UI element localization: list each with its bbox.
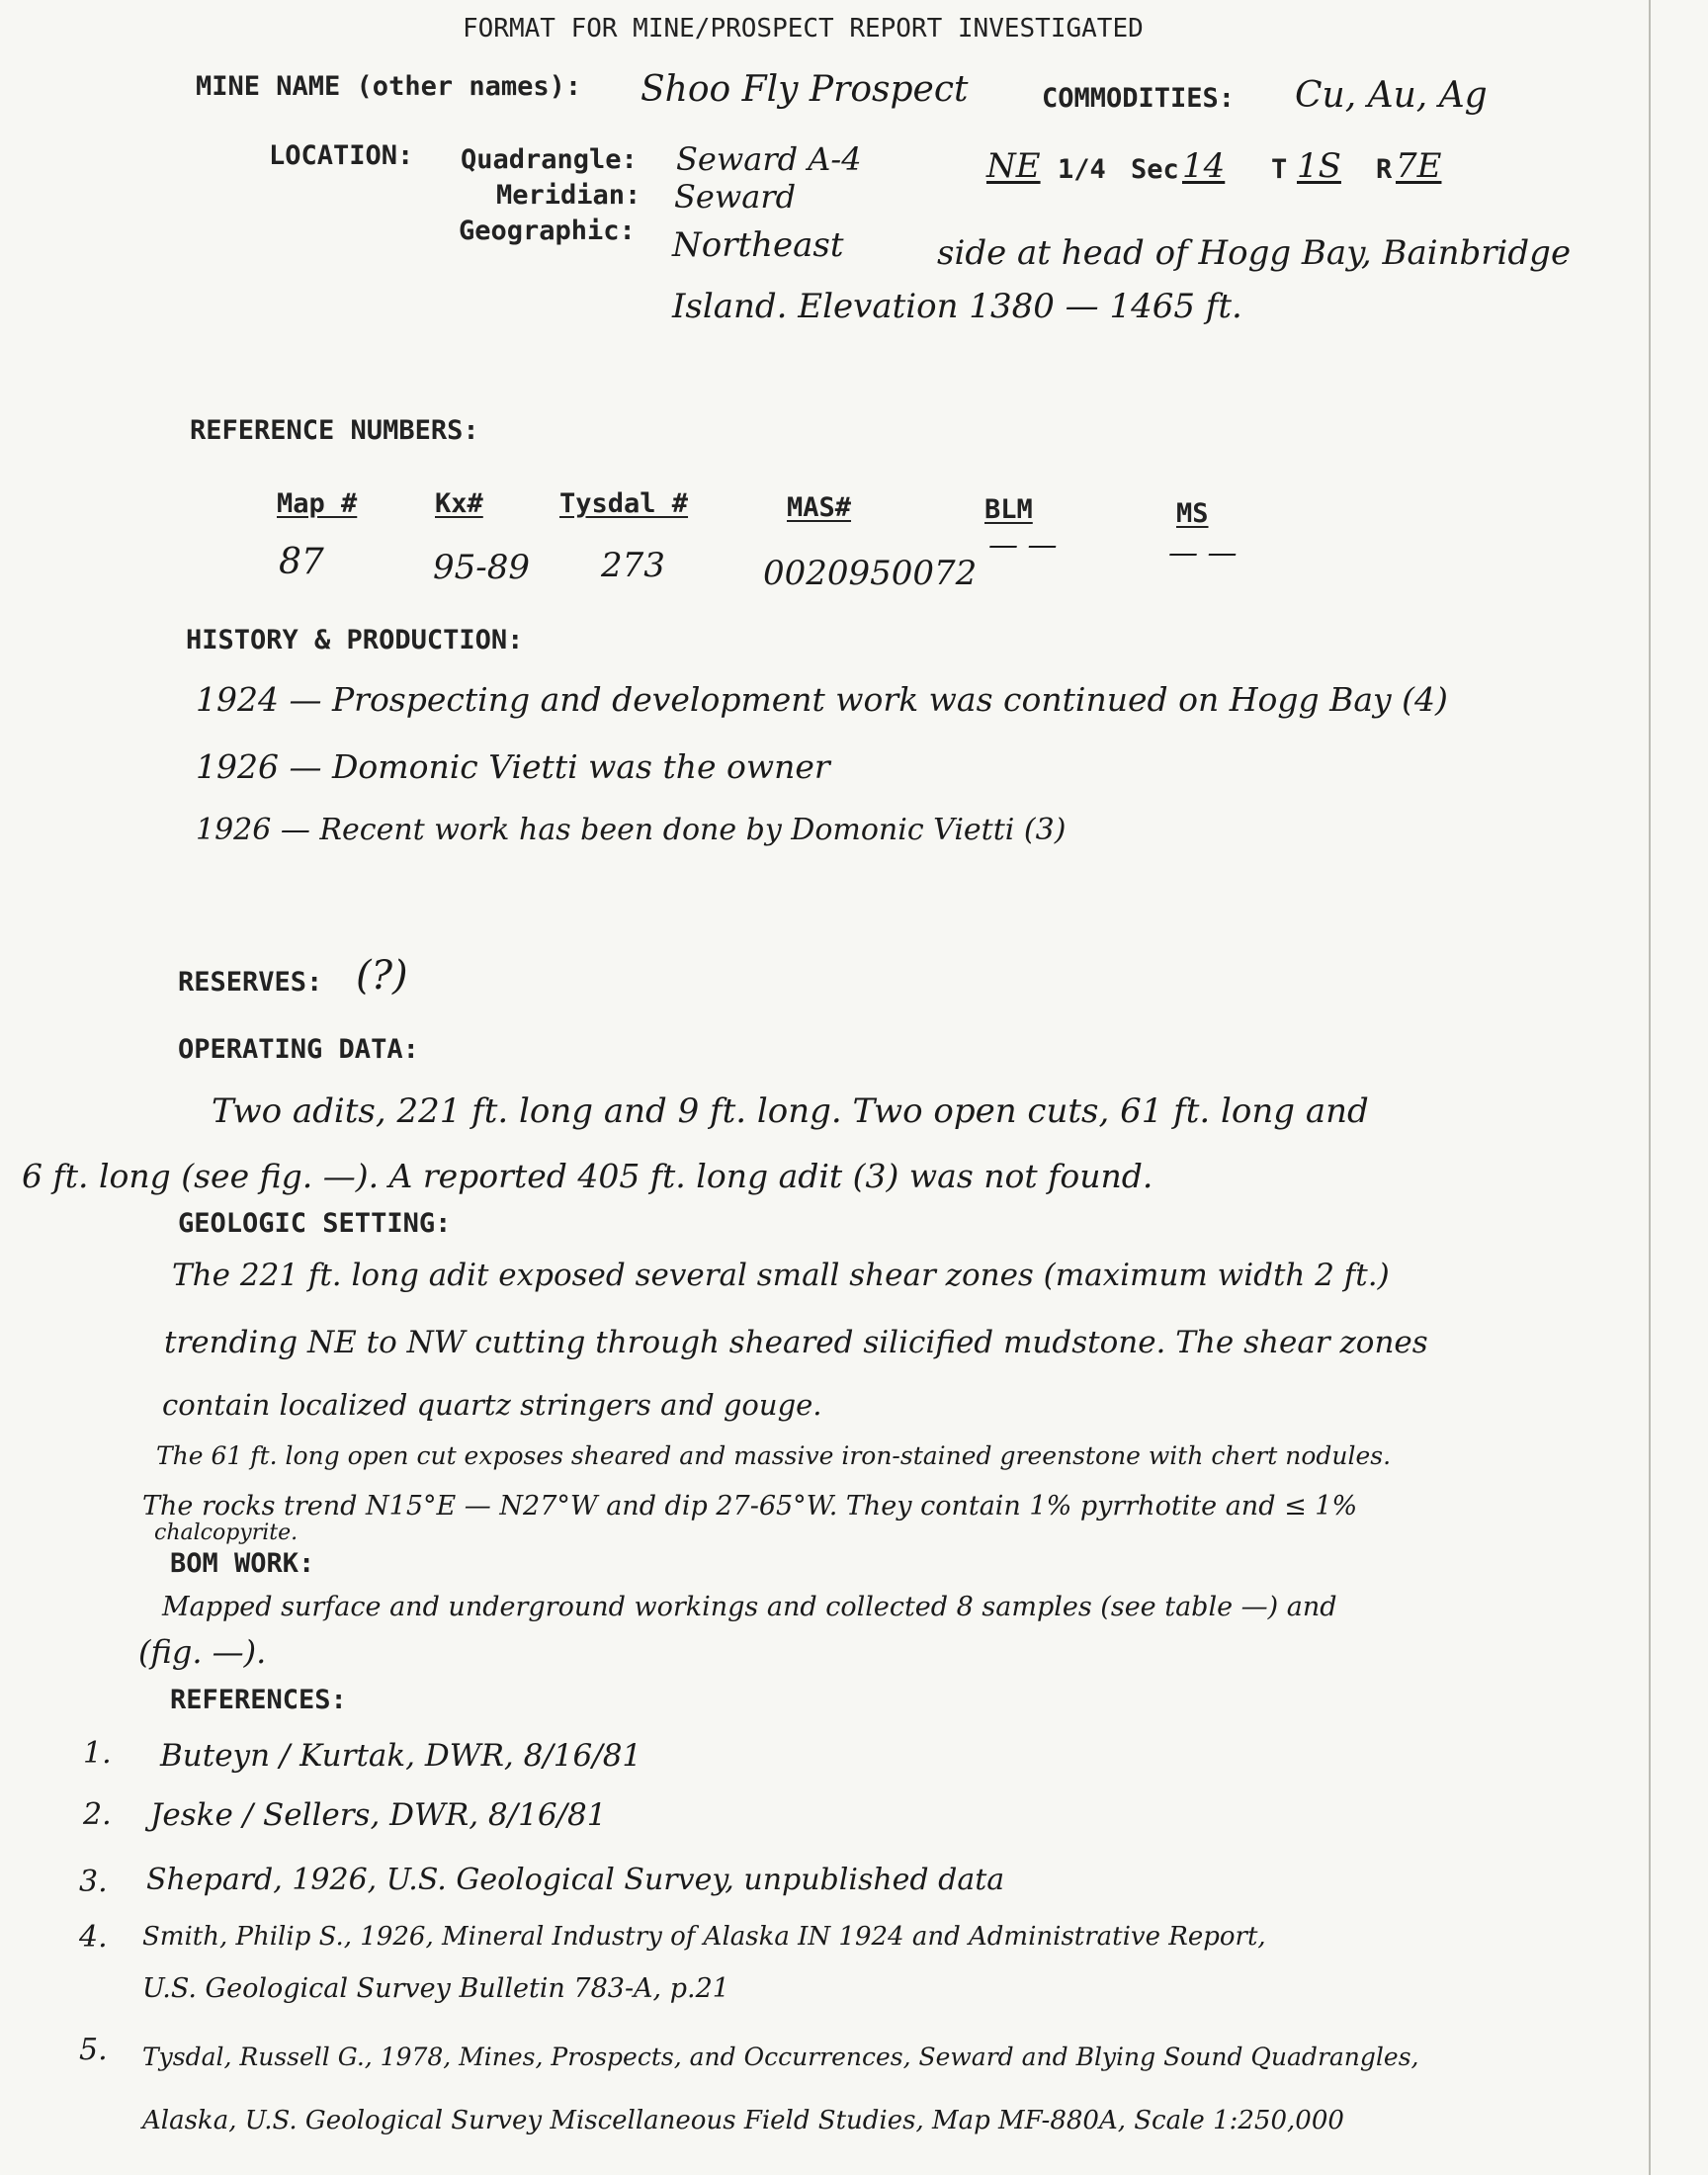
history-line-3: 1926 — Recent work has been done by Domonic Vietti (3) [196, 813, 1067, 847]
geologic-setting-label: GEOLOGIC SETTING: [178, 1208, 452, 1239]
reference-text-1: Buteyn / Kurtak, DWR, 8/16/81 [160, 1738, 642, 1774]
page-edge-line [1649, 0, 1651, 2175]
quarter-label: 1/4 [1058, 154, 1106, 185]
t-value: 1S [1297, 146, 1341, 186]
ref-value-map: 87 [279, 542, 324, 582]
report-title: FORMAT FOR MINE/PROSPECT REPORT INVESTIGATED [463, 14, 1144, 44]
quadrangle-label: Quadrangle: [461, 144, 638, 175]
history-line-1: 1924 — Prospecting and development work was continued on Hogg Bay (4) [196, 680, 1448, 719]
reference-numbers-label: REFERENCE NUMBERS: [190, 415, 479, 446]
operating-data-line-1: Two adits, 221 ft. long and 9 ft. long. Two open cuts, 61 ft. long and [212, 1091, 1369, 1131]
t-label: T [1271, 154, 1288, 185]
reference-num-4: 4. [79, 1920, 108, 1955]
history-label: HISTORY & PRODUCTION: [186, 625, 524, 655]
ref-header-kx: Kx# [435, 488, 483, 519]
reference-num-2: 2. [83, 1797, 112, 1832]
quadrangle-value: Seward A-4 [676, 140, 862, 178]
reference-num-3: 3. [79, 1865, 108, 1899]
geologic-line-3: contain localized quartz stringers and gouge. [162, 1388, 822, 1422]
bom-work-label: BOM WORK: [170, 1548, 315, 1579]
sec-label: Sec [1131, 154, 1179, 185]
ref-value-ms: — — [1168, 536, 1238, 570]
ref-header-ms: MS [1176, 498, 1209, 529]
commodities-value: Cu, Au, Ag [1295, 75, 1488, 116]
ref-header-mas: MAS# [787, 492, 852, 523]
reserves-value: (?) [356, 953, 408, 999]
quarter-value: NE [986, 146, 1041, 186]
ref-value-tysdal: 273 [601, 546, 665, 585]
geologic-line-6: chalcopyrite. [154, 1521, 299, 1545]
bom-work-line-1: Mapped surface and underground workings and collected 8 samples (see table —) and [162, 1592, 1337, 1622]
reference-text-5: Tysdal, Russell G., 1978, Mines, Prospects, and Occurrences, Seward and Blying Sound Quadrangles, [142, 2043, 1419, 2071]
geographic-line1b: side at head of Hogg Bay, Bainbridge [937, 233, 1572, 273]
geographic-line2: Island. Elevation 1380 — 1465 ft. [672, 287, 1242, 326]
meridian-label: Meridian: [496, 180, 641, 211]
geologic-line-5: The rocks trend N15°E — N27°W and dip 27-65°W. They contain 1% pyrrhotite and ≤ 1% [142, 1491, 1358, 1522]
operating-data-label: OPERATING DATA: [178, 1034, 419, 1065]
reference-text-4-cont: U.S. Geological Survey Bulletin 783-A, p.21 [142, 1973, 729, 2004]
reference-num-5: 5. [79, 2033, 108, 2067]
geologic-line-4: The 61 ft. long open cut exposes sheared and massive iron-stained greenstone with chert nodules. [156, 1441, 1392, 1470]
geologic-line-1: The 221 ft. long adit exposed several small shear zones (maximum width 2 ft.) [172, 1258, 1390, 1293]
geographic-line1a: Northeast [672, 225, 844, 265]
commodities-label: COMMODITIES: [1042, 83, 1236, 114]
ref-header-tysdal: Tysdal # [559, 488, 689, 519]
geologic-line-2: trending NE to NW cutting through sheared silicified mudstone. The shear zones [164, 1325, 1428, 1360]
references-label: REFERENCES: [170, 1685, 347, 1715]
reference-text-4: Smith, Philip S., 1926, Mineral Industry of Alaska IN 1924 and Administrative Report, [142, 1922, 1266, 1952]
mine-name-value: Shoo Fly Prospect [640, 69, 969, 110]
bom-work-line-2: (fig. —). [138, 1633, 267, 1671]
reference-text-5-cont: Alaska, U.S. Geological Survey Miscellaneous Field Studies, Map MF-880A, Scale 1:250,000 [142, 2106, 1344, 2135]
operating-data-line-2: 6 ft. long (see fig. —). A reported 405 ft. long adit (3) was not found. [22, 1157, 1153, 1195]
ref-header-map: Map # [277, 488, 358, 519]
history-line-2: 1926 — Domonic Vietti was the owner [196, 747, 830, 786]
r-value: 7E [1396, 146, 1442, 186]
reference-num-1: 1. [83, 1736, 112, 1771]
reference-text-3: Shepard, 1926, U.S. Geological Survey, unpublished data [146, 1863, 1005, 1897]
reserves-label: RESERVES: [178, 967, 323, 998]
reference-text-2: Jeske / Sellers, DWR, 8/16/81 [150, 1797, 607, 1833]
ref-value-blm: — — [988, 528, 1058, 563]
meridian-value: Seward [674, 178, 797, 216]
mine-name-label: MINE NAME (other names): [196, 71, 582, 102]
geographic-label: Geographic: [459, 216, 636, 246]
ref-value-mas: 0020950072 [763, 554, 978, 593]
ref-header-blm: BLM [984, 494, 1033, 525]
r-label: R [1376, 154, 1393, 185]
ref-value-kx: 95-89 [433, 548, 531, 587]
location-label: LOCATION: [269, 140, 414, 171]
sec-value: 14 [1182, 146, 1226, 186]
